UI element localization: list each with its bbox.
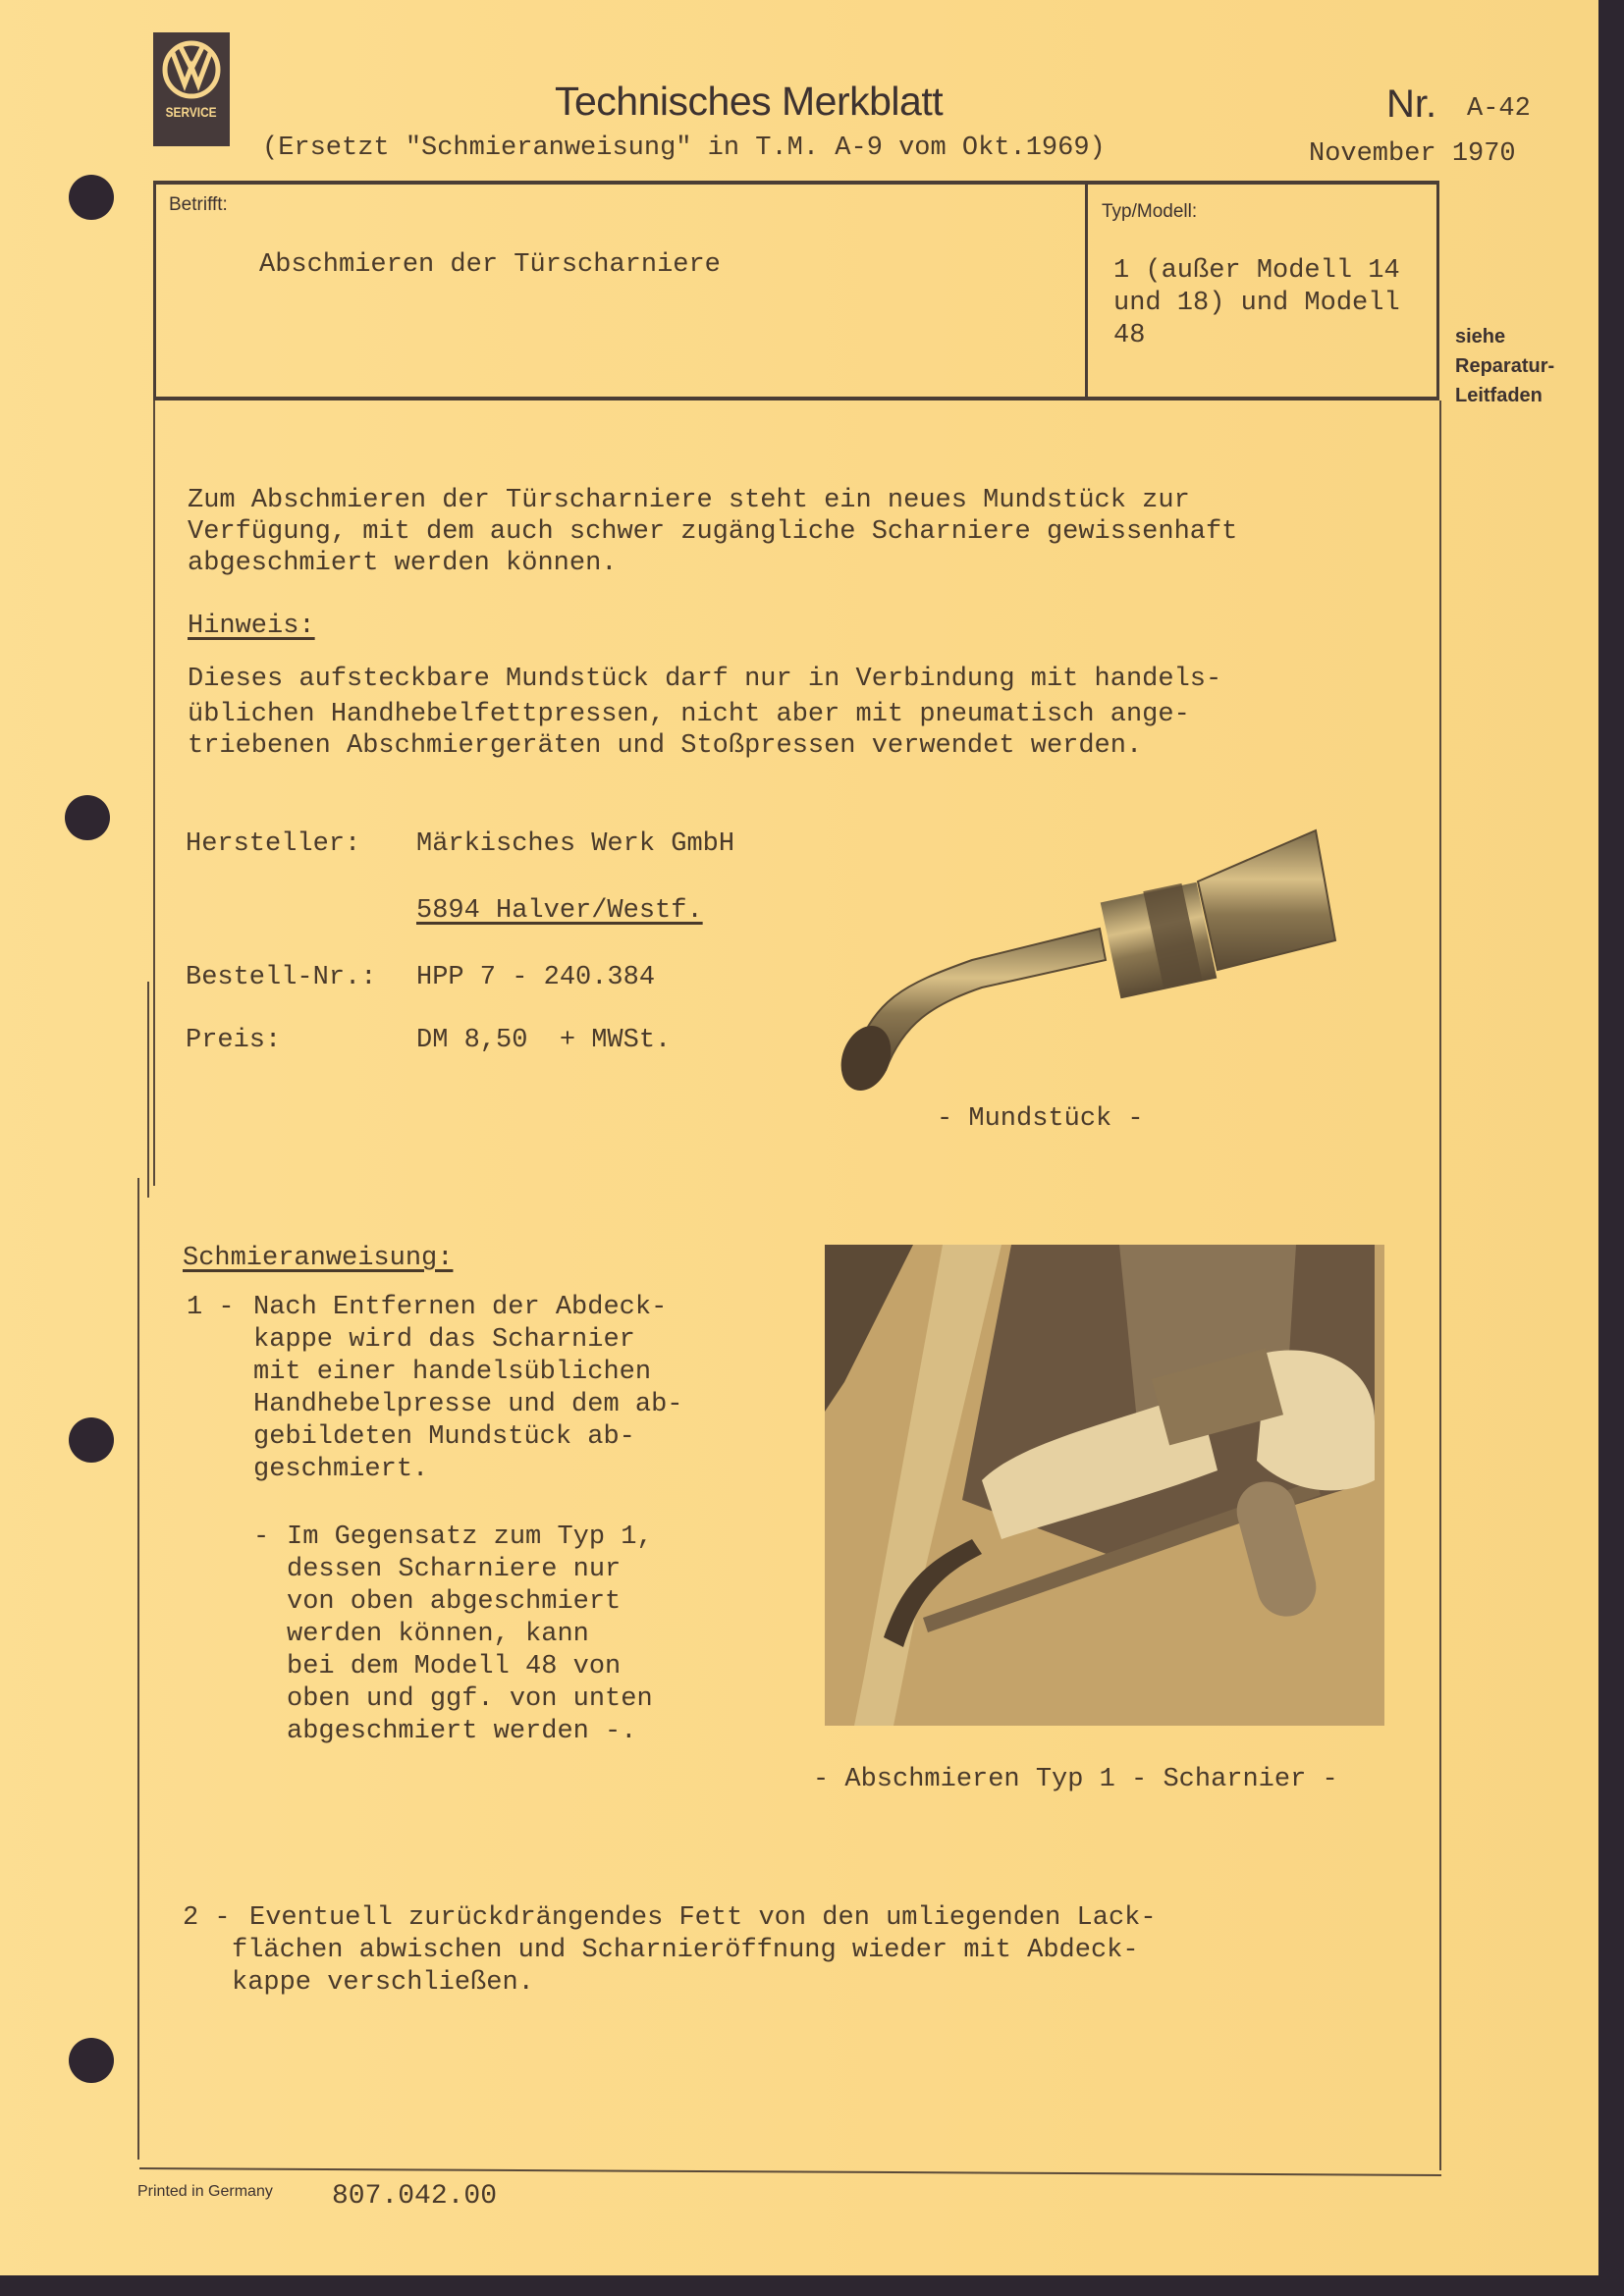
frame-border-bottom	[139, 2167, 1441, 2176]
side-note	[1455, 322, 1554, 410]
note-line: oben und ggf. von unten	[287, 1684, 653, 1714]
document-number: A-42	[1467, 94, 1531, 124]
punch-hole	[69, 2038, 114, 2083]
frame-border-left-mid	[147, 982, 149, 1198]
punch-hole	[65, 795, 110, 840]
step1-line: kappe wird das Scharnier	[253, 1325, 635, 1355]
side-note-line: Leitfaden	[1455, 385, 1543, 406]
hinweis-line: Dieses aufsteckbare Mundstück darf nur in Verbindung mit handels-	[188, 665, 1222, 694]
punch-hole	[69, 175, 114, 220]
info-box-divider	[1085, 183, 1088, 400]
step1-line: gebildeten Mundstück ab-	[253, 1422, 635, 1452]
vw-logo-icon	[161, 39, 222, 100]
step1-line: geschmiert.	[253, 1455, 429, 1484]
side-note-line: Reparatur-	[1455, 355, 1555, 377]
typ-modell-line: 48	[1113, 321, 1146, 350]
note-dash: -	[253, 1522, 270, 1552]
mundstueck-image	[825, 813, 1394, 1097]
mundstueck-caption: - Mundstück -	[937, 1104, 1144, 1134]
side-note-line: siehe	[1455, 326, 1506, 347]
printed-in-germany: Printed in Germany	[137, 2183, 273, 2200]
hinweis-line: üblichen Handhebelfettpressen, nicht aber mit pneumatisch ange-	[188, 700, 1190, 729]
frame-border-left-lower	[137, 1178, 139, 2160]
frame-border-right	[1439, 400, 1441, 2170]
intro-line: Verfügung, mit dem auch schwer zugängliche Scharniere gewissenhaft	[188, 517, 1238, 547]
note-line: werden können, kann	[287, 1620, 589, 1649]
schmieranweisung-heading: Schmieranweisung:	[183, 1244, 454, 1273]
intro-line: Zum Abschmieren der Türscharniere steht ein neues Mundstück zur	[188, 486, 1190, 515]
photo-caption: - Abschmieren Typ 1 - Scharnier -	[813, 1765, 1338, 1794]
number-label: Nr.	[1386, 82, 1437, 126]
hersteller-value: Märkisches Werk GmbH	[416, 829, 735, 859]
logo-service-text: SERVICE	[165, 104, 218, 120]
step1-line: mit einer handelsüblichen	[253, 1358, 652, 1387]
step2-line: Eventuell zurückdrängendes Fett von den umliegenden Lack-	[249, 1903, 1157, 1933]
note-line: dessen Scharniere nur	[287, 1555, 622, 1584]
document-subtitle: (Ersetzt "Schmieranweisung" in T.M. A-9 vom Okt.1969)	[262, 133, 1106, 163]
typ-modell-line: 1 (außer Modell 14	[1113, 256, 1400, 286]
step1-line: Nach Entfernen der Abdeck-	[253, 1293, 668, 1322]
step1-number: 1 -	[187, 1293, 235, 1322]
step2-line: flächen abwischen und Scharnieröffnung wieder mit Abdeck-	[232, 1936, 1139, 1965]
form-code: 807.042.00	[332, 2181, 498, 2212]
betrifft-value: Abschmieren der Türscharniere	[259, 250, 721, 280]
betrifft-label: Betrifft:	[169, 194, 228, 215]
step2-number: 2 -	[183, 1903, 231, 1933]
bestell-label: Bestell-Nr.:	[186, 963, 377, 992]
preis-label: Preis:	[186, 1026, 282, 1055]
typ-modell-label: Typ/Modell:	[1102, 201, 1198, 222]
note-line: von oben abgeschmiert	[287, 1587, 622, 1617]
document-date: November 1970	[1309, 139, 1516, 169]
nozzle-funnel	[1198, 830, 1335, 970]
photo-illustration	[825, 1245, 1384, 1726]
punch-hole	[69, 1417, 114, 1463]
note-line: bei dem Modell 48 von	[287, 1652, 622, 1682]
bestell-value: HPP 7 - 240.384	[416, 963, 656, 992]
hersteller-address: 5894 Halver/Westf.	[416, 896, 703, 926]
lubrication-photo	[825, 1245, 1384, 1726]
frame-border-left	[153, 400, 155, 1186]
document-title: Technisches Merkblatt	[555, 79, 944, 124]
nozzle-tube	[854, 929, 1106, 1070]
preis-value: DM 8,50 + MWSt.	[416, 1026, 672, 1055]
hinweis-heading: Hinweis:	[188, 612, 315, 641]
vw-service-logo	[153, 32, 230, 146]
note-line: abgeschmiert werden -.	[287, 1717, 637, 1746]
typ-modell-line: und 18) und Modell	[1113, 289, 1400, 318]
intro-line: abgeschmiert werden können.	[188, 549, 618, 578]
note-line: Im Gegensatz zum Typ 1,	[287, 1522, 653, 1552]
step2-line: kappe verschließen.	[232, 1968, 534, 1998]
hersteller-label: Hersteller:	[186, 829, 361, 859]
step1-line: Handhebelpresse und dem ab-	[253, 1390, 683, 1419]
hinweis-line: triebenen Abschmiergeräten und Stoßpressen verwendet werden.	[188, 731, 1143, 761]
